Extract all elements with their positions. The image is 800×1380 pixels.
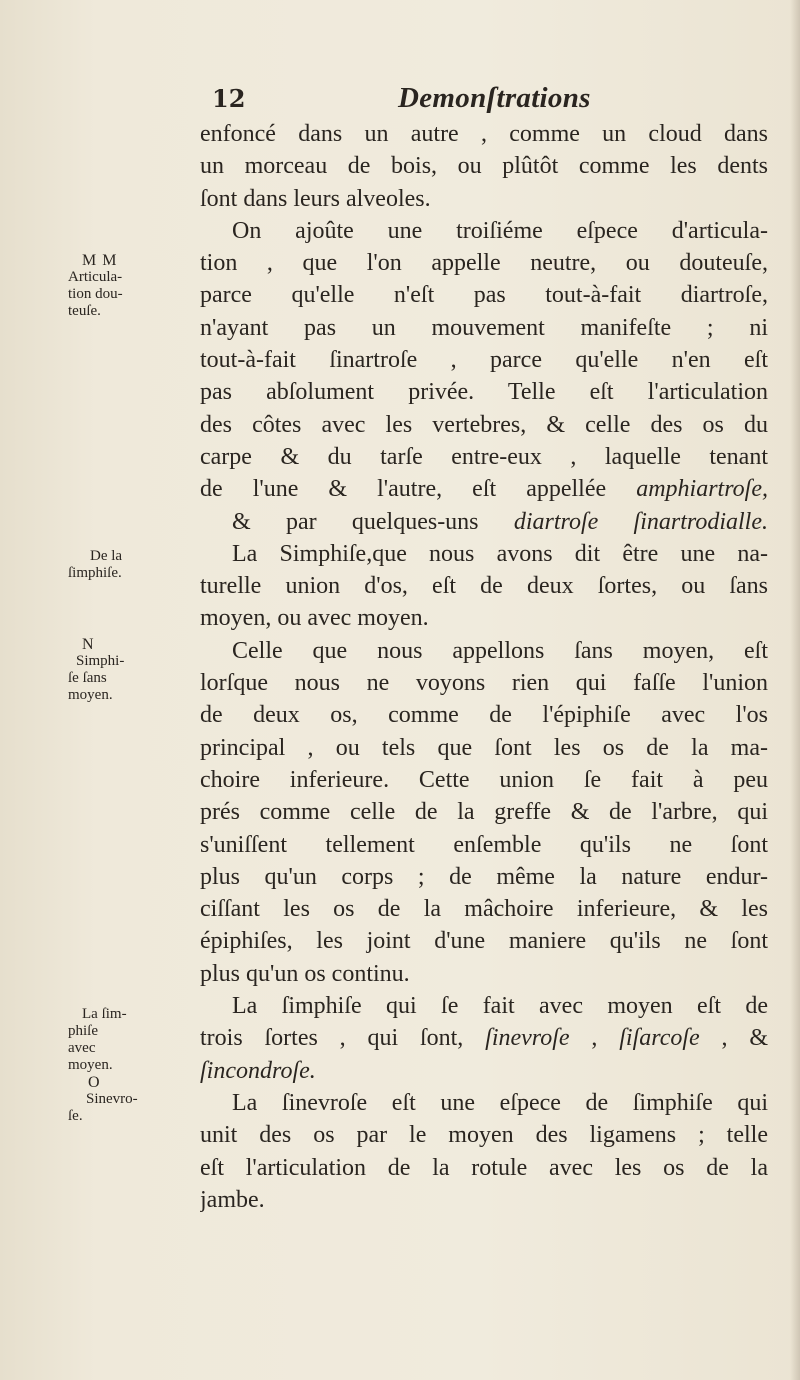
text-line: jambe. <box>200 1186 265 1213</box>
text-line: parce qu'elle n'eſt pas tout-à-fait diartroſe, <box>200 282 768 309</box>
margin-line: teuſe. <box>68 303 101 319</box>
margin-line: moyen. <box>68 1057 113 1073</box>
text-line: La ſimphiſe qui ſe fait avec moyen eſt de <box>232 993 768 1020</box>
term-sisarcose: ſiſarcoſe <box>619 1025 700 1052</box>
text-line: turelle union d'os, eſt de deux ſortes, ou ſans <box>200 573 768 600</box>
text-line: ſont dans leurs alveoles. <box>200 185 431 212</box>
margin-note-sinevrose <box>68 1074 186 1125</box>
text-span: , & <box>721 1025 768 1052</box>
margin-line: ſe ſans <box>68 670 107 686</box>
text-line <box>200 473 768 505</box>
running-title: Demonſtrations <box>398 82 591 114</box>
margin-line: De la <box>90 548 123 564</box>
text-line <box>200 506 768 538</box>
text-line: lorſque nous ne voyons rien qui faſſe l'union <box>200 670 768 697</box>
text-line: ciſſant les os de la mâchoire inferieure, & les <box>200 896 768 923</box>
text-line: moyen, ou avec moyen. <box>200 605 429 632</box>
text-line: s'uniſſent tellement enſemble qu'ils ne ſont <box>200 831 768 858</box>
margin-key: O <box>88 1074 101 1091</box>
margin-key: M M <box>82 252 118 269</box>
margin-line: tion dou- <box>68 286 123 302</box>
text-line: n'ayant pas un mouvement manifeſte ; ni <box>200 314 768 341</box>
term-sincondrose: ſincondroſe. <box>200 1057 316 1084</box>
page-header <box>208 82 768 118</box>
text-line: de deux os, comme de l'épiphiſe avec l'os <box>200 702 768 729</box>
text-line: des côtes avec les vertebres, & celle des os du <box>200 411 768 438</box>
text-line: tout-à-fait ſinartroſe , parce qu'elle n'en eſt <box>200 347 768 374</box>
margin-line: moyen. <box>68 687 113 703</box>
body-text <box>200 118 768 1216</box>
margin-line: Simphi- <box>76 653 125 669</box>
text-line: enfoncé dans un autre , comme un cloud dans <box>200 121 768 147</box>
margin-line: phiſe <box>68 1023 98 1039</box>
margin-line: La ſim- <box>82 1006 127 1022</box>
margin-line: Sinevro- <box>86 1091 138 1107</box>
text-line: On ajoûte une troiſiéme eſpece d'articula- <box>232 217 768 244</box>
text-line: prés comme celle de la greffe & de l'arbre, qui <box>200 799 768 826</box>
text-line: plus qu'un os continu. <box>200 960 410 987</box>
text-line: un morceau de bois, ou plûtôt comme les dents <box>200 153 768 180</box>
text-line: épiphiſes, les joint d'une maniere qu'ils ne ſont <box>200 928 768 955</box>
margin-line: ſe. <box>68 1108 83 1124</box>
margin-note-simphise-sans-moyen <box>68 636 186 704</box>
margin-line: avec <box>68 1040 96 1056</box>
margin-line: ſimphiſe. <box>68 565 122 581</box>
text-line: principal , ou tels que ſont les os de la ma- <box>200 734 768 761</box>
page-number: 12 <box>212 84 246 113</box>
margin-note-simphise <box>68 548 186 582</box>
text-line: pas abſolument privée. Telle eſt l'articulation <box>200 379 768 406</box>
page-edge-shadow <box>790 0 800 1380</box>
text-line <box>200 1022 768 1054</box>
text-span: de l'une & l'autre, eſt appellée <box>200 476 607 503</box>
text-line: carpe & du tarſe entre-eux , laquelle tenant <box>200 443 768 470</box>
text-line: La Simphiſe,que nous avons dit être une na- <box>232 540 768 567</box>
term-diartrose-sinartrodialle: diartroſe ſinartrodialle. <box>513 508 768 535</box>
text-line: unit des os par le moyen des ligamens ; telle <box>200 1122 768 1149</box>
text-line: eſt l'articulation de la rotule avec les os de la <box>200 1154 768 1181</box>
text-span: , <box>591 1025 598 1052</box>
text-span: & par quelques-uns <box>232 508 479 535</box>
margin-line: Articula- <box>68 269 123 285</box>
text-span: trois ſortes , qui ſont, <box>200 1025 464 1052</box>
term-amphiartrose: amphiartroſe, <box>636 476 768 503</box>
margin-key: N <box>82 636 95 653</box>
term-sinevrose: ſinevroſe <box>485 1025 570 1052</box>
text-line: tion , que l'on appelle neutre, ou douteuſe, <box>200 250 768 277</box>
text-line <box>200 1055 768 1087</box>
text-line: plus qu'un corps ; de même la nature endur- <box>200 863 768 890</box>
margin-note-simphise-avec-moyen <box>68 1006 186 1074</box>
margin-note-articulation-douteuse <box>68 252 186 320</box>
text-line: Celle que nous appellons ſans moyen, eſt <box>232 637 768 664</box>
text-line: La ſinevroſe eſt une eſpece de ſimphiſe qui <box>232 1089 768 1116</box>
text-line: choire inferieure. Cette union ſe fait à peu <box>200 766 768 793</box>
